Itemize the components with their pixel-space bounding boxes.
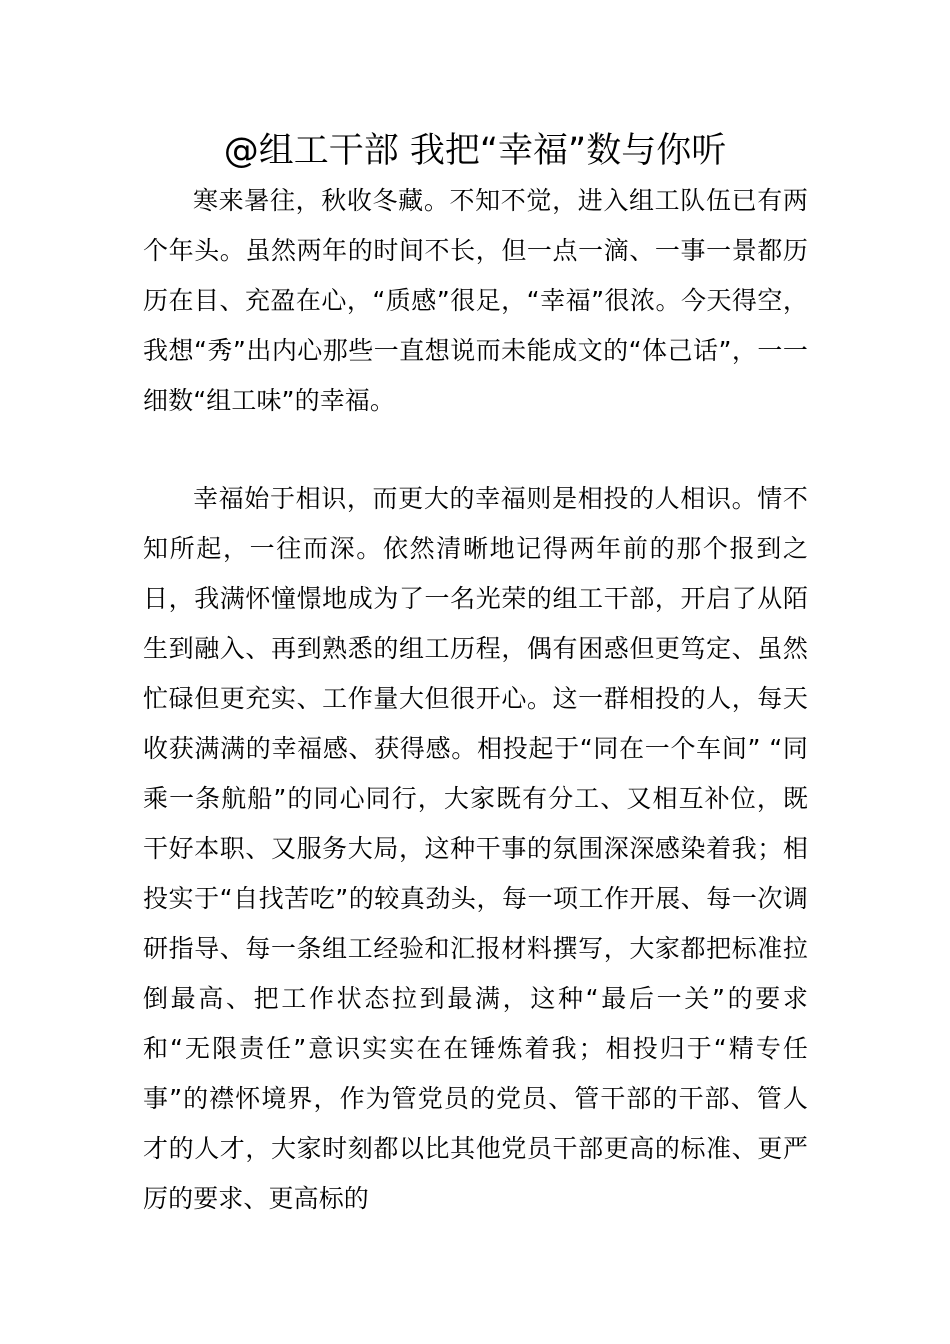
paragraph-2: 幸福始于相识，而更大的幸福则是相投的人相识。情不知所起，一往而深。依然清晰地记得两年前的那个报到之日，我满怀憧憬地成为了一名光荣的组工干部，开启了从陌生到融入、再到熟悉的组工历程，偶有困惑但更笃定、虽然忙碌但更充实、工作量大但很开心。这一群相投的人，每天收获满满的幸福感、获得感。相投起于“同在一个车间” “同乘一条航船”的同心同行，大家既有分工、又相互补位，既干好本职、又服务大局，这种干事的氛围深深感染着我；相投实于“自找苦吃”的较真劲头，每一项工作开展、每一次调研指导、每一条组工经验和汇报材料撰写，大家都把标准拉倒最高、把工作状态拉到最满，这种“最后一关”的要求和“无限责任”意识实实在在锤炼着我；相投归于“精专任事”的襟怀境界，作为管党员的党员、管干部的干部、管人才的人才，大家时刻都以比其他党员干部更高的标准、更严厉的要求、更高标的 (143, 484, 808, 1213)
paragraph-1: 寒来暑往，秋收冬藏。不知不觉，进入组工队伍已有两个年头。虽然两年的时间不长，但一点一滴、一事一景都历历在目、充盈在心，“质感”很足，“幸福”很浓。今天得空，我想“秀”出内心那些一直想说而未能成文的“体己话”，一一细数“组工味”的幸福。 (143, 186, 808, 415)
document-title: @组工干部 我把“幸福”数与你听 (223, 131, 727, 171)
